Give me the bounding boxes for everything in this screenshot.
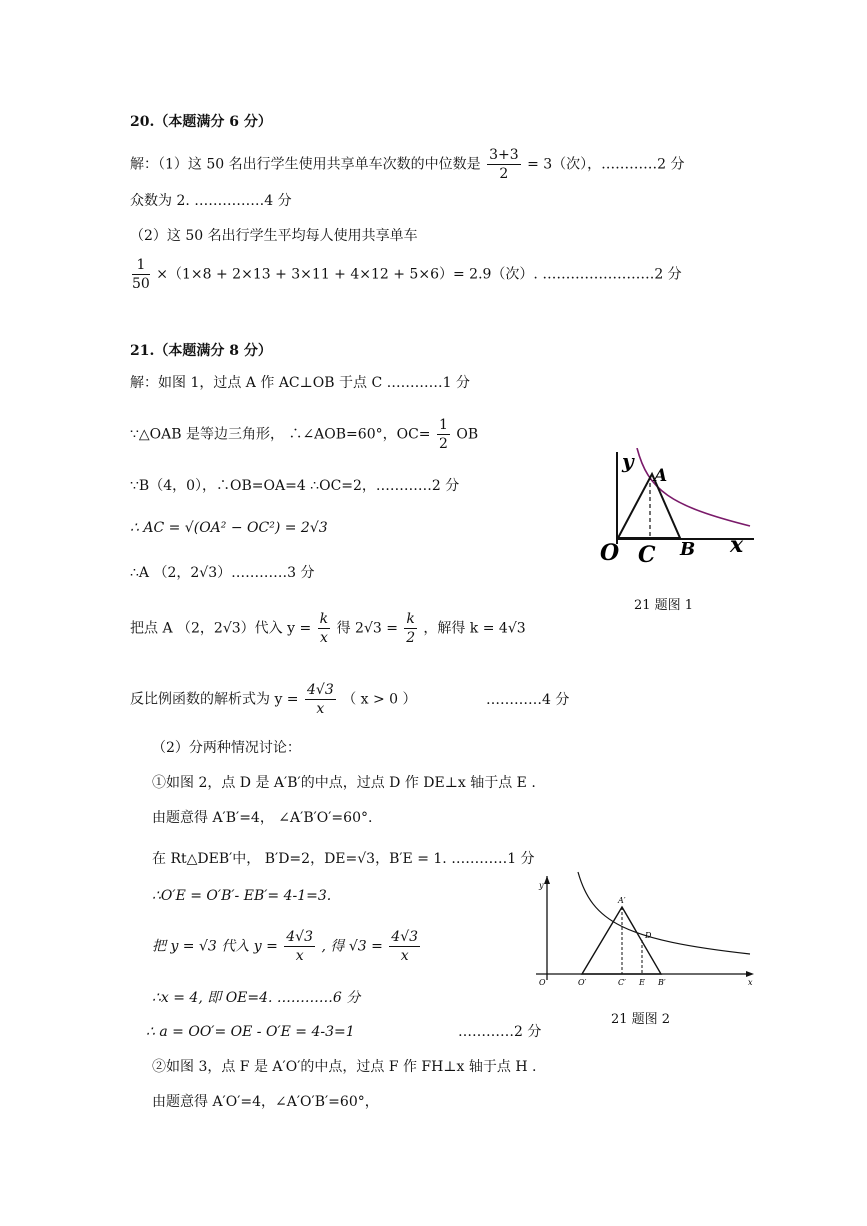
q20-line4-post: ×（1×8 + 2×13 + 3×11 + 4×12 + 5×6）= 2.9（次）. ……………………2 分: [156, 266, 682, 283]
q20-line1: [130, 146, 685, 183]
q20-median-fraction: [487, 146, 521, 183]
q21-line6-pre: 把点 A （2，2√3）代入 y =: [130, 620, 312, 637]
q21-p2-line1: ①如图 2，点 D 是 A′B′的中点，过点 D 作 DE⊥x 轴于点 E .: [152, 775, 536, 791]
fig2-label-a1: A′: [618, 896, 626, 905]
fig1-label-y: y: [622, 449, 634, 473]
frac-denominator: x: [316, 701, 325, 717]
q21-line1: 解：如图 1，过点 A 作 AC⊥OB 于点 C …………1 分: [130, 375, 470, 391]
q21-p2-line3: 在 Rt△DEB′中， B′D=2，DE=√3，B′E = 1. …………1 分: [152, 851, 535, 867]
fig2-label-e: E: [639, 978, 645, 987]
figure-1: [598, 448, 760, 573]
fig2-label-o: O: [539, 978, 546, 987]
q21-p2-fraction1: [284, 928, 315, 965]
q21-p2-intro: （2）分两种情况讨论：: [152, 740, 301, 756]
fig1-label-b: B: [680, 539, 696, 560]
q21-function-fraction: [305, 681, 336, 718]
frac-numerator: 4√3: [307, 682, 334, 698]
frac-numerator: 4√3: [286, 929, 314, 945]
frac-denominator: x: [400, 948, 409, 964]
q21-p3-line2: 由题意得 A′O′=4，∠A′O′B′=60°，: [152, 1094, 379, 1110]
q21-line7-pre: 反比例函数的解析式为 y =: [130, 691, 299, 708]
frac-denominator: 50: [132, 276, 150, 292]
q21-half-fraction: [437, 416, 450, 453]
q21-p2-line5-pre: 把 y = √3 代入 y =: [152, 938, 278, 955]
fig1-label-o: O: [600, 540, 620, 566]
frac-numerator: k: [406, 611, 415, 627]
fig2-hyperbola-curve: [578, 872, 750, 954]
q21-line5: ∴A （2，2√3）…………3 分: [130, 565, 315, 581]
frac-denominator: 2: [438, 436, 448, 452]
fig2-label-o1: O′: [578, 978, 587, 987]
fig2-y-arrow: [544, 876, 550, 884]
q21-p2-fraction2: [389, 928, 420, 965]
frac-numerator: k: [319, 611, 329, 627]
frac-numerator: 4√3: [391, 929, 419, 945]
q21-k-over-x: [318, 610, 330, 647]
q21-p2-line5: [152, 928, 422, 965]
frac-numerator: 1: [132, 256, 150, 275]
q21-line7-score: …………4 分: [486, 692, 570, 708]
q21-line2-pre: ∵△OAB 是等边三角形， ∴∠AOB=60°，OC=: [130, 426, 431, 443]
fig1-label-a: A: [654, 466, 668, 486]
q21-line6: [130, 610, 526, 647]
figure-2: [532, 870, 760, 990]
fig2-label-y: y: [539, 881, 544, 890]
frac-denominator: 2: [406, 630, 416, 646]
q21-p2-line6: ∴x = 4, 即 OE=4. …………6 分: [152, 990, 361, 1006]
fig1-hyperbola-curve: [637, 448, 750, 526]
fig2-caption: 21 题图 2: [611, 1012, 671, 1027]
q20-line1-post: = 3（次），…………2 分: [527, 156, 685, 173]
fig2-label-d: D: [645, 931, 652, 940]
q21-p2-line7-score: …………2 分: [458, 1024, 542, 1040]
q21-line3: ∵B（4，0），∴OB=OA=4 ∴OC=2，…………2 分: [130, 478, 460, 494]
q20-line3: （2）这 50 名出行学生平均每人使用共享单车: [130, 228, 418, 244]
q20-line1-pre: 解：（1）这 50 名出行学生使用共享单车次数的中位数是: [130, 156, 481, 173]
frac-numerator: 1: [438, 417, 448, 433]
fig2-label-x: x: [748, 978, 753, 987]
frac-denominator: x: [295, 948, 304, 964]
q21-p2-line5-mid: , 得 √3 =: [321, 938, 383, 955]
fig1-label-c: C: [638, 542, 656, 568]
fig1-label-x: x: [730, 532, 744, 558]
fig2-label-b1: B′: [658, 978, 666, 987]
frac-numerator: 3+3: [489, 147, 519, 163]
fig2-x-arrow: [746, 971, 754, 977]
q21-line7-cond: （ x > 0 ）: [342, 691, 417, 708]
frac-denominator: 2: [499, 166, 509, 182]
q21-line2-post: OB: [456, 426, 479, 443]
q21-p3-line1: ②如图 3，点 F 是 A′O′的中点，过点 F 作 FH⊥x 轴于点 H .: [152, 1059, 537, 1075]
q21-line7: [130, 681, 417, 718]
q21-line4: ∴ AC = √(OA² − OC²) = 2√3: [130, 520, 328, 536]
q20-mean-fraction: [132, 256, 150, 293]
q21-line6-mid: 得 2√3 =: [336, 620, 398, 637]
q20-heading: 20.（本题满分 6 分）: [130, 114, 272, 130]
q21-p2-line4: ∴O′E = O′B′- EB′= 4-1=3.: [152, 888, 332, 904]
q21-heading: 21.（本题满分 8 分）: [130, 343, 272, 359]
q21-k-over-2: [404, 610, 416, 647]
fig1-triangle: [618, 474, 680, 538]
q20-line2: 众数为 2. ……………4 分: [130, 193, 292, 209]
q21-line2: [130, 416, 478, 453]
q21-p2-line7: ∴ a = OO′= OE - O′E = 4-3=1: [146, 1024, 355, 1040]
q21-line6-post: ，解得 k = 4√3: [423, 620, 526, 637]
fig1-caption: 21 题图 1: [634, 598, 694, 613]
frac-denominator: x: [319, 630, 328, 646]
fig2-label-c1: C′: [618, 978, 626, 987]
q20-line4: [130, 256, 682, 293]
q21-p2-line2: 由题意得 A′B′=4， ∠A′B′O′=60°.: [152, 810, 373, 826]
